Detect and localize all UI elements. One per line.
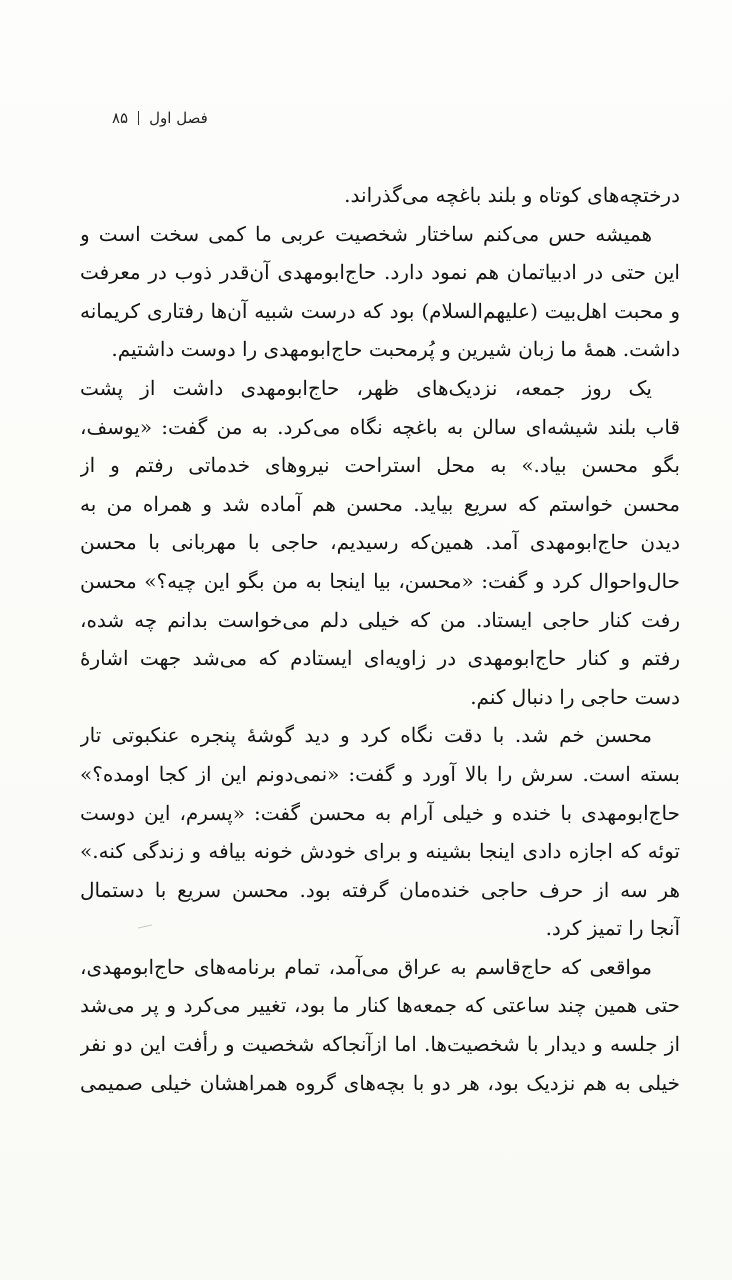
text-line: رفت کنار حاجی ایستاد. من که خیلی دلم می‌خواست بدانم چه شده، [80, 607, 680, 632]
text-line: رفتم و کنار حاج‌ابومهدی در زاویه‌ای ایستادم که می‌شد جهت اشارهٔ [80, 646, 680, 671]
text-line: حال‌واحوال کرد و گفت: «محسن، بیا اینجا به من بگو این چیه؟» محسن [80, 568, 680, 593]
page-number: ۸۵ [112, 109, 129, 127]
text-line: درختچه‌های کوتاه و بلند باغچه می‌گذراند. [344, 183, 680, 207]
text-line: بگو محسن بیاد.» به محل استراحت نیروهای خدماتی رفتم و از [80, 453, 680, 478]
text-line: بسته است. سرش را بالا آورد و گفت: «نمی‌دونم این از کجا اومده؟» [80, 761, 680, 786]
running-header [0, 103, 732, 131]
text-line: حتی همین چند ساعتی که جمعه‌ها کنار ما بود، تغییر می‌کرد و پر می‌شد [80, 993, 680, 1018]
text-line: و محبت اهل‌بیت (علیهم‌السلام) بود که درست شبیه آن‌ها رفتاری کریمانه [80, 298, 680, 323]
text-line: توئه که اجازه دادی اینجا بشینه و برای خودش خونه بیافه و زندگی کنه.» [80, 839, 680, 864]
text-line: مواقعی که حاج‌قاسم به عراق می‌آمد، تمام برنامه‌های حاج‌ابومهدی، [80, 954, 652, 979]
text-line: قاب بلند شیشه‌ای سالن به باغچه نگاه می‌کرد. به من گفت: «یوسف، [80, 414, 680, 439]
text-line: خیلی به هم نزدیک بود، هر دو با بچه‌های گروه همراهشان خیلی صمیمی [80, 1070, 680, 1095]
text-line: داشت. همهٔ ما زبان شیرین و پُرمحبت حاج‌ابومهدی را دوست داشتیم. [111, 337, 680, 362]
text-line: آنجا را تمیز کرد. [545, 916, 680, 941]
text-line: این حتی در ادبیاتمان هم نمود دارد. حاج‌ابومهدی آن‌قدر ذوب در معرفت [80, 260, 680, 285]
text-line: همیشه حس می‌کنم ساختار شخصیت عربی ما کمی سخت است و [80, 221, 652, 246]
header-separator [138, 111, 139, 125]
text-line: محسن خواستم که سریع بیاید. محسن هم آماده شد و همراه من به [80, 491, 680, 516]
header-line [0, 103, 732, 131]
text-line: محسن خم شد. با دقت نگاه کرد و دید گوشهٔ پنجره عنکبوتی تار [80, 723, 652, 748]
text-line: دیدن حاج‌ابومهدی آمد. همین‌که رسیدیم، حاجی با مهربانی با محسن [80, 530, 680, 555]
text-line: یک روز جمعه، نزدیک‌های ظهر، حاج‌ابومهدی داشت از پشت [80, 375, 652, 400]
chapter-title: فصل اول [149, 109, 208, 127]
text-line: حاج‌ابومهدی با خنده و خیلی آرام به محسن گفت: «پسرم، این دوست [80, 800, 680, 825]
text-line: دست حاجی را دنبال کنم. [470, 684, 680, 709]
text-line: از جلسه و دیدار با شخصیت‌ها. اما ازآنجاکه شخصیت و رأفت این دو نفر [80, 1032, 680, 1057]
body-text [80, 176, 680, 1176]
text-line: هر سه از حرف حاجی خنده‌مان گرفته بود. محسن سریع با دستمال [80, 877, 680, 902]
